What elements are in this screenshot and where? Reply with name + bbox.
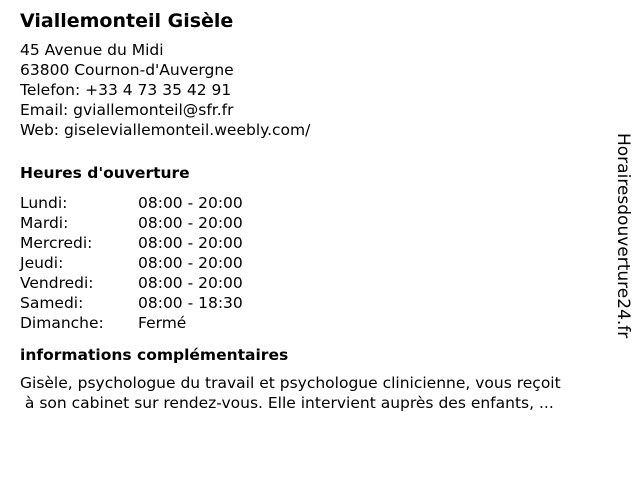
business-card: [20, 8, 600, 413]
hours-row-sunday: [20, 313, 243, 333]
hours-row-thursday: [20, 253, 243, 273]
day-hours: 08:00 - 20:00: [138, 214, 243, 232]
info-text-line: à son cabinet sur rendez-vous. Elle intervient auprès des enfants, ...: [20, 394, 554, 412]
website-address: Web: giseleviallemonteil.weebly.com/: [20, 121, 311, 139]
watermark: [610, 133, 636, 343]
additional-info-text: [20, 373, 620, 413]
contact-block: [20, 40, 600, 140]
day-hours: 08:00 - 18:30: [138, 294, 243, 312]
day-label: Mardi:: [20, 214, 69, 232]
day-hours: 08:00 - 20:00: [138, 234, 243, 252]
hours-row-saturday: [20, 293, 243, 313]
watermark-text: Horairesdouverture24.fr: [613, 133, 633, 339]
email-address: Email: gviallemonteil@sfr.fr: [20, 101, 234, 119]
business-name: Viallemonteil Gisèle: [20, 10, 234, 32]
day-hours: Fermé: [138, 314, 187, 332]
day-label: Mercredi:: [20, 234, 93, 252]
day-hours: 08:00 - 20:00: [138, 194, 243, 212]
day-label: Jeudi:: [20, 254, 64, 272]
phone-number: Telefon: +33 4 73 35 42 91: [20, 81, 232, 99]
hours-row-wednesday: [20, 233, 243, 253]
day-label: Lundi:: [20, 194, 68, 212]
day-label: Samedi:: [20, 294, 84, 312]
hours-row-tuesday: [20, 213, 243, 233]
opening-hours-heading: Heures d'ouverture: [20, 164, 190, 182]
address-line-city: 63800 Cournon-d'Auvergne: [20, 61, 234, 79]
day-hours: 08:00 - 20:00: [138, 274, 243, 292]
day-hours: 08:00 - 20:00: [138, 254, 243, 272]
additional-info-heading: informations complémentaires: [20, 346, 289, 364]
opening-hours-table: [20, 193, 243, 333]
address-line-street: 45 Avenue du Midi: [20, 41, 164, 59]
hours-row-monday: [20, 193, 243, 213]
info-text-line: Gisèle, psychologue du travail et psychologue clinicienne, vous reçoit: [20, 374, 561, 392]
day-label: Dimanche:: [20, 314, 104, 332]
hours-row-friday: [20, 273, 243, 293]
day-label: Vendredi:: [20, 274, 94, 292]
